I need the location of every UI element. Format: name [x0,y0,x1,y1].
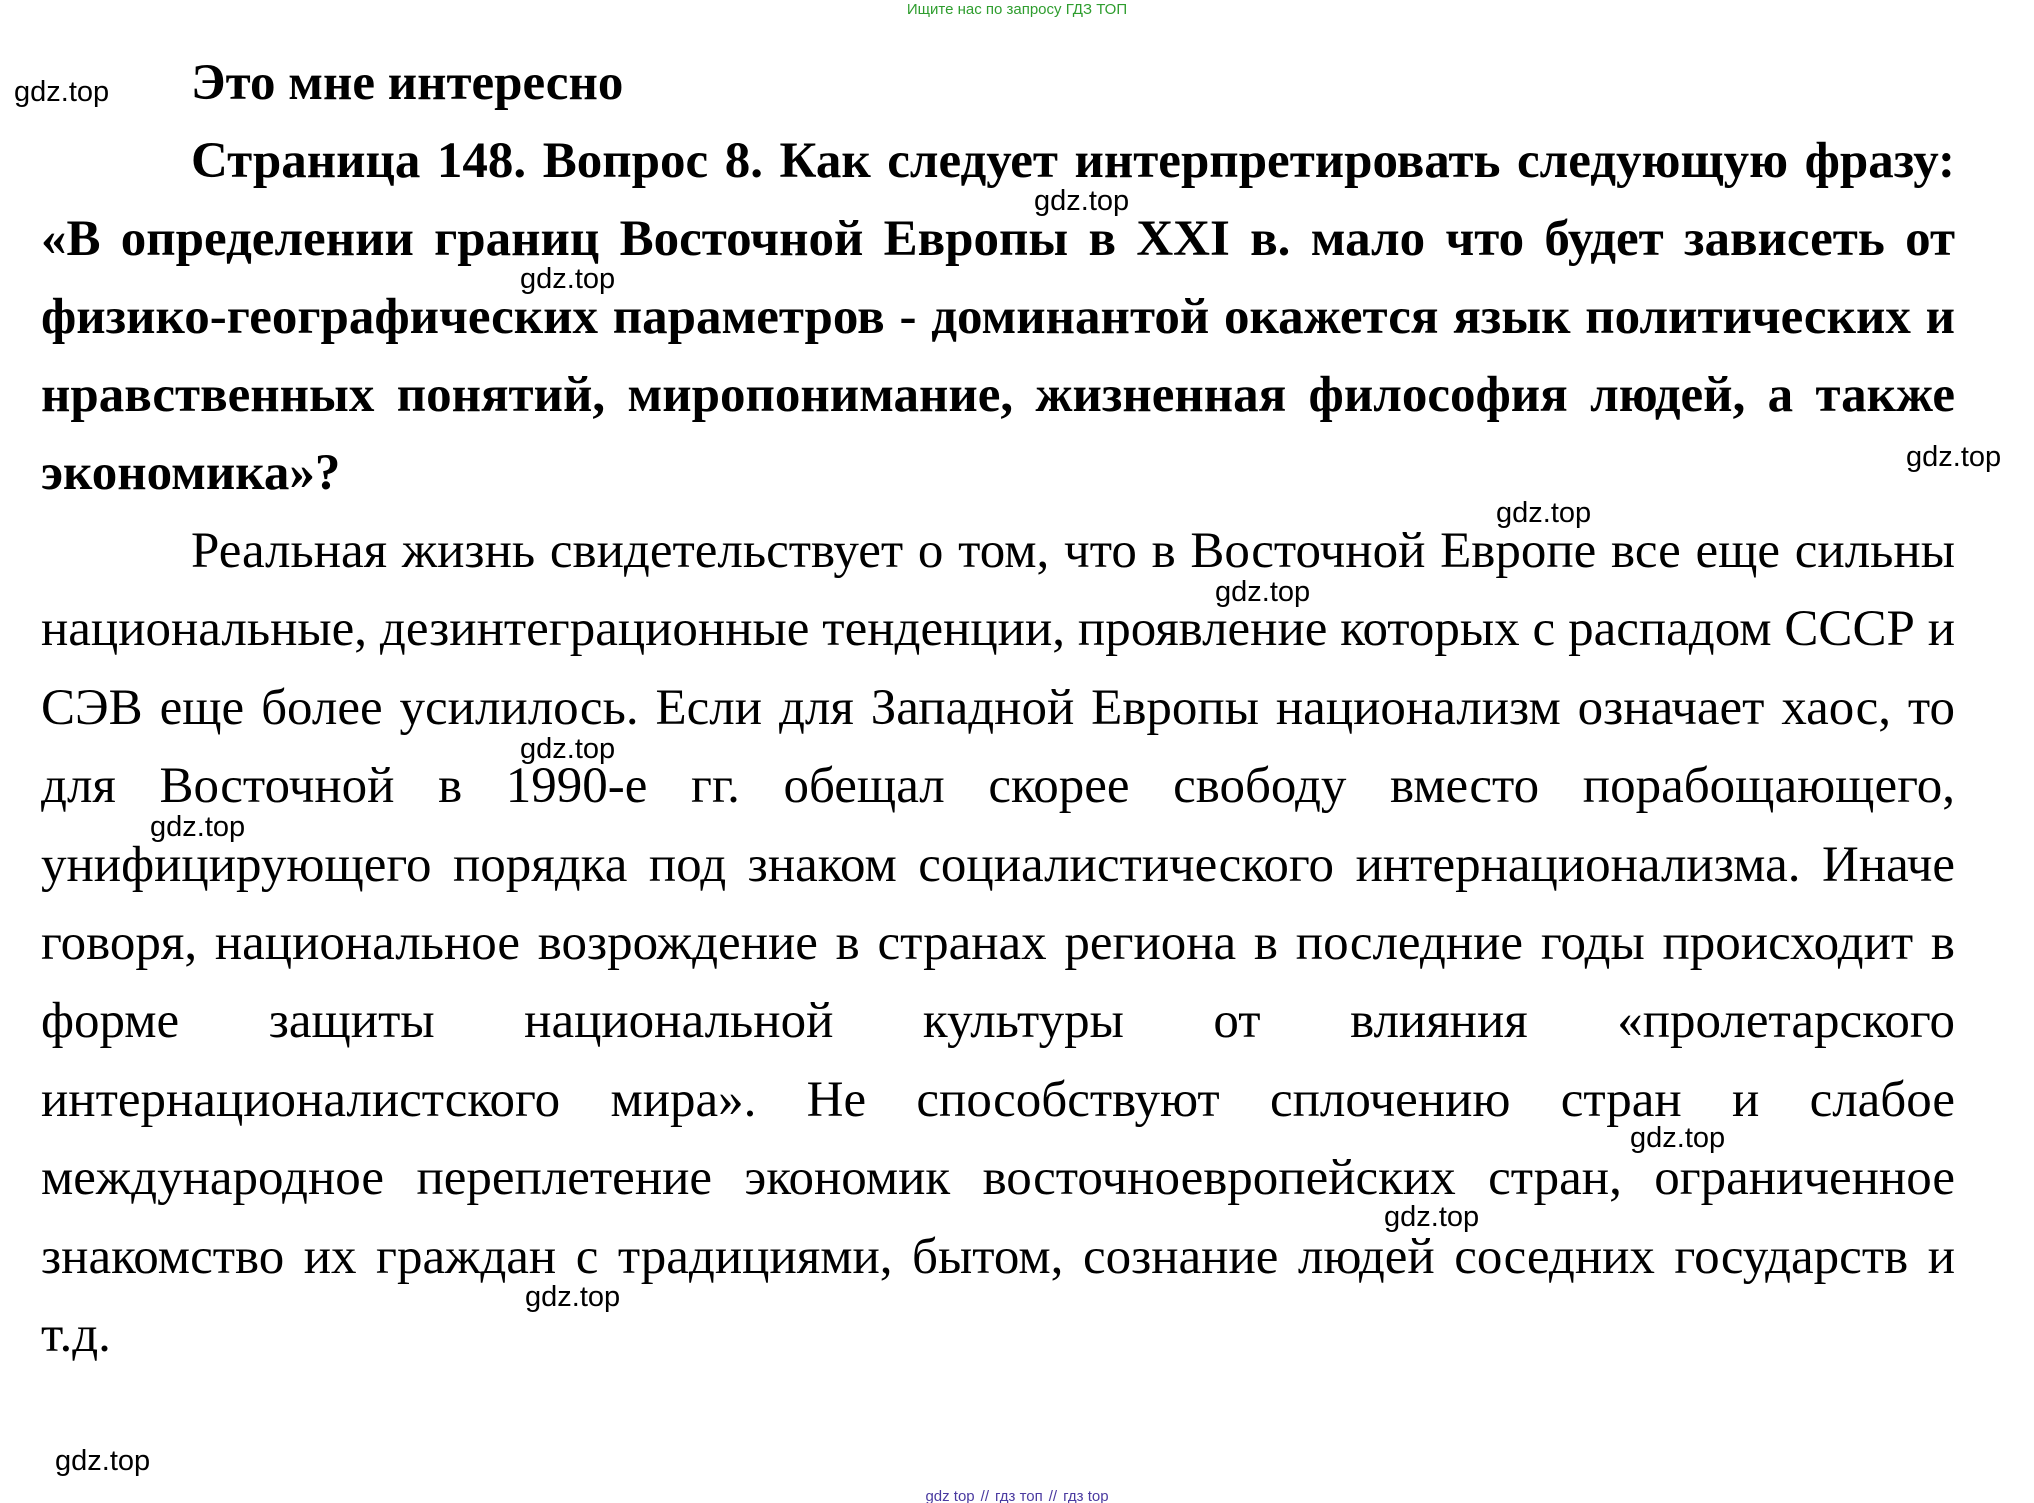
watermark: gdz.top [1906,441,2002,473]
watermark: gdz.top [1215,576,1311,608]
watermark: gdz.top [1034,185,1130,217]
question-text: Страница 148. Вопрос 8. Как следует интерпретировать следующую фразу: «В определении границ Восточной Европы в XXI в. мало что будет зависеть от физико-географических параметров - доминантой окажется язык политических и нравственных понятий, миропонимание, жизненная философия людей, а также экономика»? [41,133,1955,501]
watermark: gdz.top [525,1281,621,1313]
watermark: gdz.top [150,811,246,843]
watermark: gdz.top [520,733,616,765]
footer-link[interactable]: gdz top [925,1488,975,1503]
footer-link[interactable]: гдз топ [995,1488,1043,1503]
watermark: gdz.top [1384,1201,1480,1233]
section-title: Это мне интересно [191,55,624,111]
search-hint-link[interactable]: Ищите нас по запросу ГДЗ ТОП [906,1,1128,18]
watermark: gdz.top [1496,497,1592,529]
footer-separator: // [1048,1488,1058,1503]
footer-link[interactable]: гдз top [1063,1488,1109,1503]
footer-links [0,1488,2034,1503]
watermark: gdz.top [1630,1122,1726,1154]
footer-separator: // [980,1488,989,1503]
answer-text: Реальная жизнь свидетельствует о том, что в Восточной Европе все еще сильны национальные, дезинтеграционные тенденции, проявление которых с распадом СССР и СЭВ еще более усилилось. Если для Западной Европы национализм означает хаос, то для Восточной в 1990-е гг. обещал скорее свободу вместо порабощающего, унифицирующего порядка под знаком социалистического интернационализма. Иначе говоря, национальное возрождение в странах региона в последние годы происходит в форме защиты национальной культуры от влияния «пролетарского интернационалистского мира». Не способствуют сплочению стран и слабое международное переплетение экономик восточноевропейских стран, ограниченное знакомство их граждан с традициями, бытом, сознание людей соседних государств и т.д. [41,523,1955,1364]
watermark: gdz.top [14,76,110,108]
watermark: gdz.top [55,1445,151,1477]
watermark: gdz.top [520,263,616,295]
